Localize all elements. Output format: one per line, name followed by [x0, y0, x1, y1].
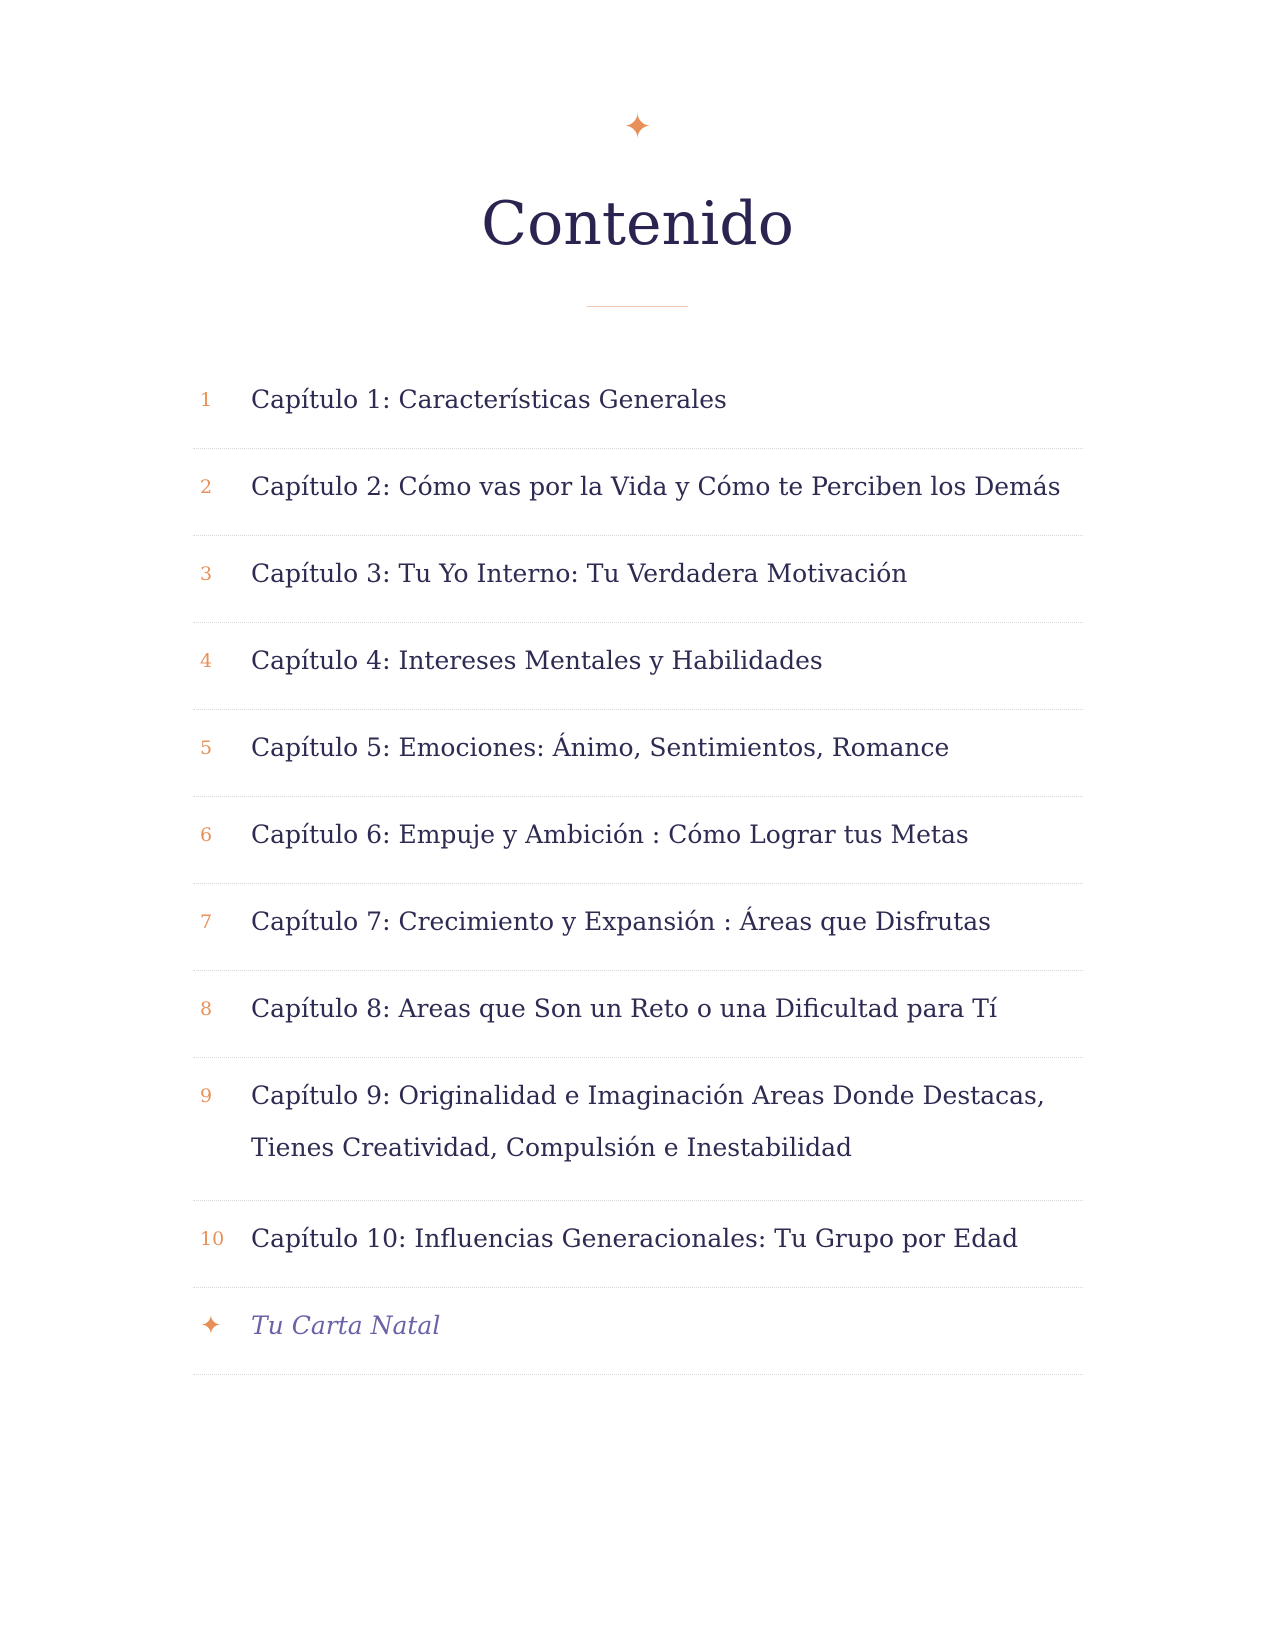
- toc-entry[interactable]: [193, 536, 1083, 623]
- toc-entry-number: 4: [200, 650, 213, 672]
- toc-entry-title: Capítulo 2: Cómo vas por la Vida y Cómo te Perciben los Demás: [251, 472, 1061, 501]
- toc-entry-number: 10: [200, 1228, 225, 1250]
- toc-entry[interactable]: [193, 1058, 1083, 1201]
- toc-entry-number: 7: [200, 911, 213, 933]
- toc-entry-number: 1: [200, 389, 213, 411]
- toc-entry-title: Capítulo 8: Areas que Son un Reto o una Dificultad para Tí: [251, 994, 997, 1023]
- toc-entry-appendix[interactable]: [193, 1288, 1083, 1375]
- toc-entry-number: 2: [200, 476, 213, 498]
- star-icon: ✦: [200, 1311, 222, 1341]
- table-of-contents: [193, 362, 1083, 1375]
- toc-entry-title: Capítulo 4: Intereses Mentales y Habilidades: [251, 646, 823, 675]
- toc-entry-number: 6: [200, 824, 213, 846]
- toc-entry-title: Capítulo 3: Tu Yo Interno: Tu Verdadera Motivación: [251, 559, 908, 588]
- toc-entry-number: 3: [200, 563, 213, 585]
- title-divider: [587, 306, 688, 307]
- toc-entry[interactable]: [193, 623, 1083, 710]
- toc-entry-title: Tu Carta Natal: [251, 1311, 441, 1340]
- toc-entry-number: 5: [200, 737, 213, 759]
- toc-entry[interactable]: [193, 449, 1083, 536]
- toc-entry[interactable]: [193, 797, 1083, 884]
- toc-entry[interactable]: [193, 884, 1083, 971]
- toc-entry-title: Capítulo 10: Influencias Generacionales: Tu Grupo por Edad: [251, 1224, 1019, 1253]
- toc-entry-title: Capítulo 9: Originalidad e Imaginación Areas Donde Destacas, Tienes Creatividad, Compulsión e Inestabilidad: [251, 1081, 1045, 1162]
- toc-entry[interactable]: [193, 971, 1083, 1058]
- toc-entry[interactable]: [193, 362, 1083, 449]
- page-title: Contenido: [481, 189, 794, 259]
- toc-entry[interactable]: [193, 1201, 1083, 1288]
- star-icon: ✦: [623, 107, 652, 147]
- toc-entry-title: Capítulo 6: Empuje y Ambición : Cómo Lograr tus Metas: [251, 820, 969, 849]
- toc-entry-title: Capítulo 5: Emociones: Ánimo, Sentimientos, Romance: [251, 733, 950, 762]
- toc-entry[interactable]: [193, 710, 1083, 797]
- toc-entry-title: Capítulo 1: Características Generales: [251, 385, 727, 414]
- toc-entry-number: 9: [200, 1085, 213, 1107]
- toc-entry-number: 8: [200, 998, 213, 1020]
- toc-entry-title: Capítulo 7: Crecimiento y Expansión : Áreas que Disfrutas: [251, 907, 991, 936]
